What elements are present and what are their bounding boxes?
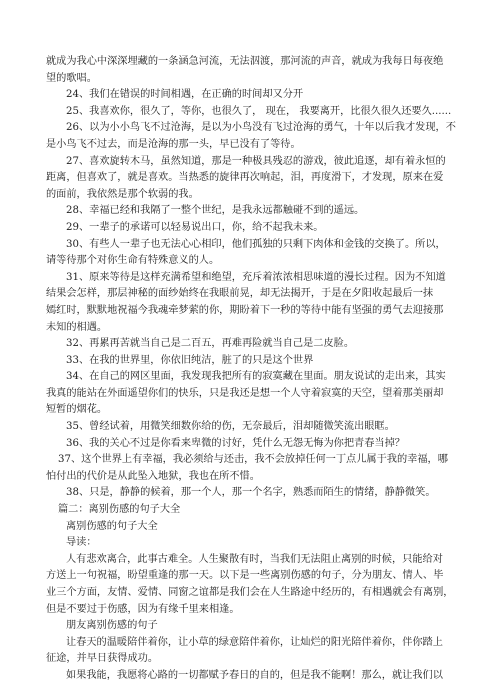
quote-26: 26、以为小小鸟飞不过沧海，是以为小鸟没有飞过沧海的勇气，十年以后我才发现，不 — [66, 122, 456, 134]
quote-36: 36、我的关心不过是你看来卑微的讨好，凭什么无怨无悔为你把青春当掉？ — [66, 437, 405, 449]
text-line: 望的歌唱。 — [46, 72, 97, 84]
text-line: 就成为我心中深深埋藏的一条涵急河流，无法泅渡，那河流的声音，就成为我每日每夜绝 — [46, 56, 444, 67]
text-line: 嫣红时，默默地祝福今我魂牵梦萦的你，期盼着下一秒的等待中能有坚强的勇气去迎接那 — [46, 304, 444, 316]
section-heading: 篇二：离别伤感的句子大全 — [58, 504, 181, 516]
text-line: 我真的能站在外面遥望你们的快乐，只是我还是想一个人守着寂寞的天空，望着那美丽却 — [46, 387, 444, 399]
text-line: 的面前，我依然是那个软弱的我。 — [46, 188, 199, 200]
text-line: 征途，并早日获得成功。 — [46, 653, 159, 665]
text-line: 结果会怎样，那层神秘的面纱始终在我眼前晃，却无法揭开，于是在夕阳收起最后一抹 — [46, 288, 434, 300]
document-body — [46, 54, 460, 685]
quote-29: 29、一辈子的承诺可以轻易说出口，你，给不起我未来。 — [66, 221, 324, 233]
friend-paragraph: 如果我能，我愿将心路的一切都赋予春日的自的，但是我不能啊！那么，就让我们以 — [66, 669, 443, 681]
intro-paragraph: 人有悲欢离合，此事古难全。人生聚散有时，当我们无法阻止离别的时候，只能给对 — [66, 553, 443, 565]
quote-38: 38、只是，静静的候着，那一个人，那一个名字，熟悉而陌生的情绪，静静微笑。 — [66, 487, 436, 499]
text-line: 但是不要过于伤感，因为有缘千里来相逢。 — [46, 603, 240, 615]
friend-paragraph: 让春天的温暖陪伴着你，让小草的绿意陪伴着你，让灿烂的阳光陪伴着你，伴你踏上 — [66, 636, 443, 648]
document-title: 离别伤感的句子大全 — [66, 520, 158, 532]
intro-label: 导读： — [66, 537, 97, 549]
text-line: 是小鸟飞不过去，而是沧海的那一头，早已没有了等待。 — [46, 138, 301, 150]
quote-25: 25、我喜欢你，很久了，等你，也很久了， 现在， 我要离开，比很久很久还要久...... — [66, 105, 452, 117]
quote-31: 31、原来等待是这样充满希望和绝望，充斥着浓浓相思味道的漫长过程。因为不知道 — [66, 271, 446, 283]
quote-32: 32、再累再苦就当自己是二百五，再难再险就当自己是二皮脸。 — [66, 338, 355, 350]
text-line: 方送上一句祝福，盼望重逢的那一天。以下是一些离别伤感的句子，分为朋友、情人、毕 — [46, 570, 444, 582]
text-line: 请等待那个对你生命有特殊意义的人。 — [46, 255, 220, 267]
quote-35: 35、曾经试着，用微笑细数你给的伤，无奈最后，泪却随微笑流出眼眶。 — [66, 421, 395, 433]
quote-28: 28、幸福已经和我隔了一整个世纪，是我永远都触碰不到的遥远。 — [66, 205, 365, 217]
quote-24: 24、我们在错误的时间相遇，在正确的时间却又分开 — [66, 89, 304, 101]
text-line: 怕付出的代价是从此坠入地狱，我也在所不惜。 — [46, 470, 260, 482]
quote-27: 27、喜欢旋转木马，虽然知道，那是一种极具残忍的游戏，彼此追逐，却有着永恒的 — [66, 155, 446, 167]
quote-37: 37、这个世界上有幸福，我必须给与还击，我不会放掉任何一丁点儿属于我的幸福，哪 — [58, 454, 448, 466]
quote-30: 30、有些人一辈子也无法心心相印，他们孤独的只剩下肉体和金钱的交换了。所以， — [66, 238, 446, 250]
text-line: 未知的相遇。 — [46, 321, 108, 333]
text-line: 业三个方面，友情、爱情、同窗之谊都是我们会在人生路途中经历的，有相遇就会有离别， — [46, 587, 454, 598]
text-line: 短暂的烟花。 — [46, 404, 108, 416]
quote-33: 33、在我的世界里，你依旧纯洁，脏了的只是这个世界 — [66, 354, 314, 366]
text-line: 距离，但喜欢了，就是喜欢。当热悉的旋律再次响起，泪，再度滑下，才发现，原来在爱 — [46, 172, 444, 184]
quote-34: 34、在自己的网区里面，我发现我把所有的寂寞藏在里面。朋友说试的走出来，其实 — [66, 371, 446, 383]
subsection-heading: 朋友离别伤感的句子 — [66, 620, 158, 632]
